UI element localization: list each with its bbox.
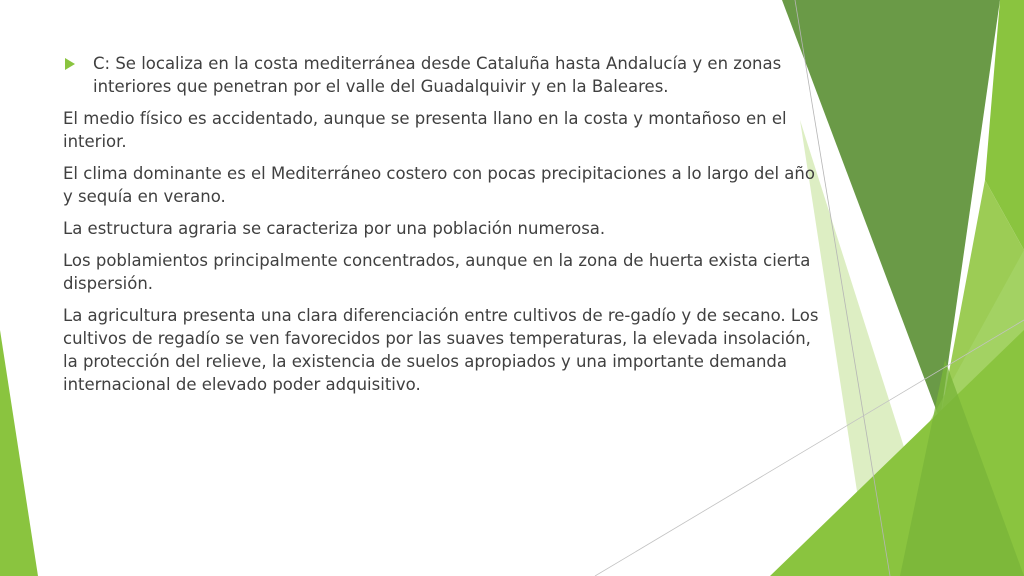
slide-content (63, 52, 823, 405)
paragraph-agriculture: La agricultura presenta una clara diferenciación entre cultivos de re-gadío y de secano. Los cultivos de regadío se ven favorecidos por las suaves temperaturas, la elevada insolación, la protección del relieve, la existencia de suelos apropiados y una importante demanda internacional de elevado poder adquisitivo. (63, 306, 819, 394)
paragraph-climate: El clima dominante es el Mediterráneo costero con pocas precipitaciones a lo largo del año y sequía en verano. (63, 164, 815, 206)
paragraph-agrarian-structure: La estructura agraria se caracteriza por una población numerosa. (63, 219, 606, 238)
bullet-item (63, 52, 823, 98)
triangle-bullet-icon (65, 58, 75, 70)
bullet-text: C: Se localiza en la costa mediterránea desde Cataluña hasta Andalucía y en zonas interiores que penetran por el valle del Guadalquivir y en la Baleares. (93, 54, 782, 96)
paragraph-settlement: Los poblamientos principalmente concentrados, aunque en la zona de huerta exista cierta dispersión. (63, 251, 811, 293)
left-edge-shape (0, 330, 38, 576)
paragraph-relief: El medio físico es accidentado, aunque se presenta llano en la costa y montañoso en el interior. (63, 109, 787, 151)
